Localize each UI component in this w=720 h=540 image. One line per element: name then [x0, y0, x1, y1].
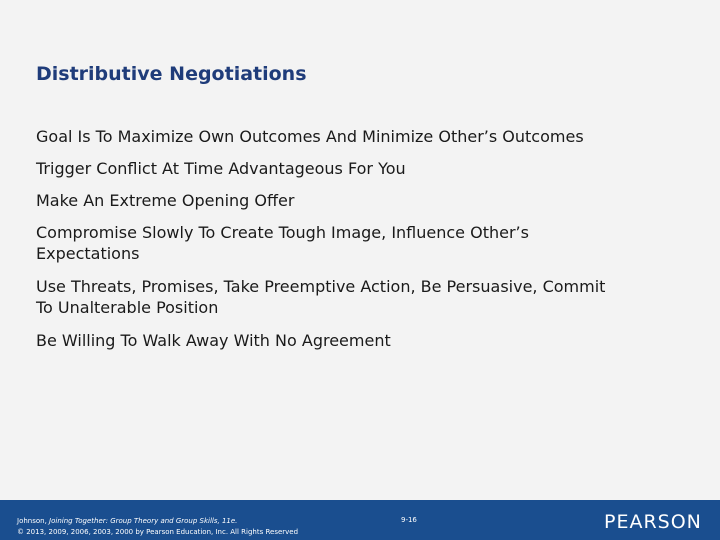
- bullet-item: Be Willing To Walk Away With No Agreement: [36, 331, 391, 350]
- bullet-item: Make An Extreme Opening Offer: [36, 191, 295, 210]
- footer-bar: [0, 500, 720, 540]
- citation-book-title: Joining Together: Group Theory and Group Skills, 11e.: [49, 517, 238, 525]
- bullet-list: [36, 126, 676, 362]
- slide-title: Distributive Negotiations: [36, 63, 307, 85]
- copyright-notice: © 2013, 2009, 2006, 2003, 2000 by Pearson Education, Inc. All Rights Reserved: [17, 528, 299, 536]
- bullet-item: Compromise Slowly To Create Tough Image, Influence Other’s Expectations: [36, 223, 529, 263]
- bullet-item: Goal Is To Maximize Own Outcomes And Minimize Other’s Outcomes: [36, 127, 584, 146]
- footer-citation: [17, 516, 298, 538]
- pearson-logo: PEARSON: [604, 511, 702, 533]
- bullet-item: Use Threats, Promises, Take Preemptive Action, Be Persuasive, Commit To Unalterable Position: [36, 277, 606, 317]
- page-number: 9-16: [401, 516, 417, 524]
- bullet-item: Trigger Conflict At Time Advantageous For You: [36, 159, 406, 178]
- citation-author: Johnson,: [17, 517, 47, 525]
